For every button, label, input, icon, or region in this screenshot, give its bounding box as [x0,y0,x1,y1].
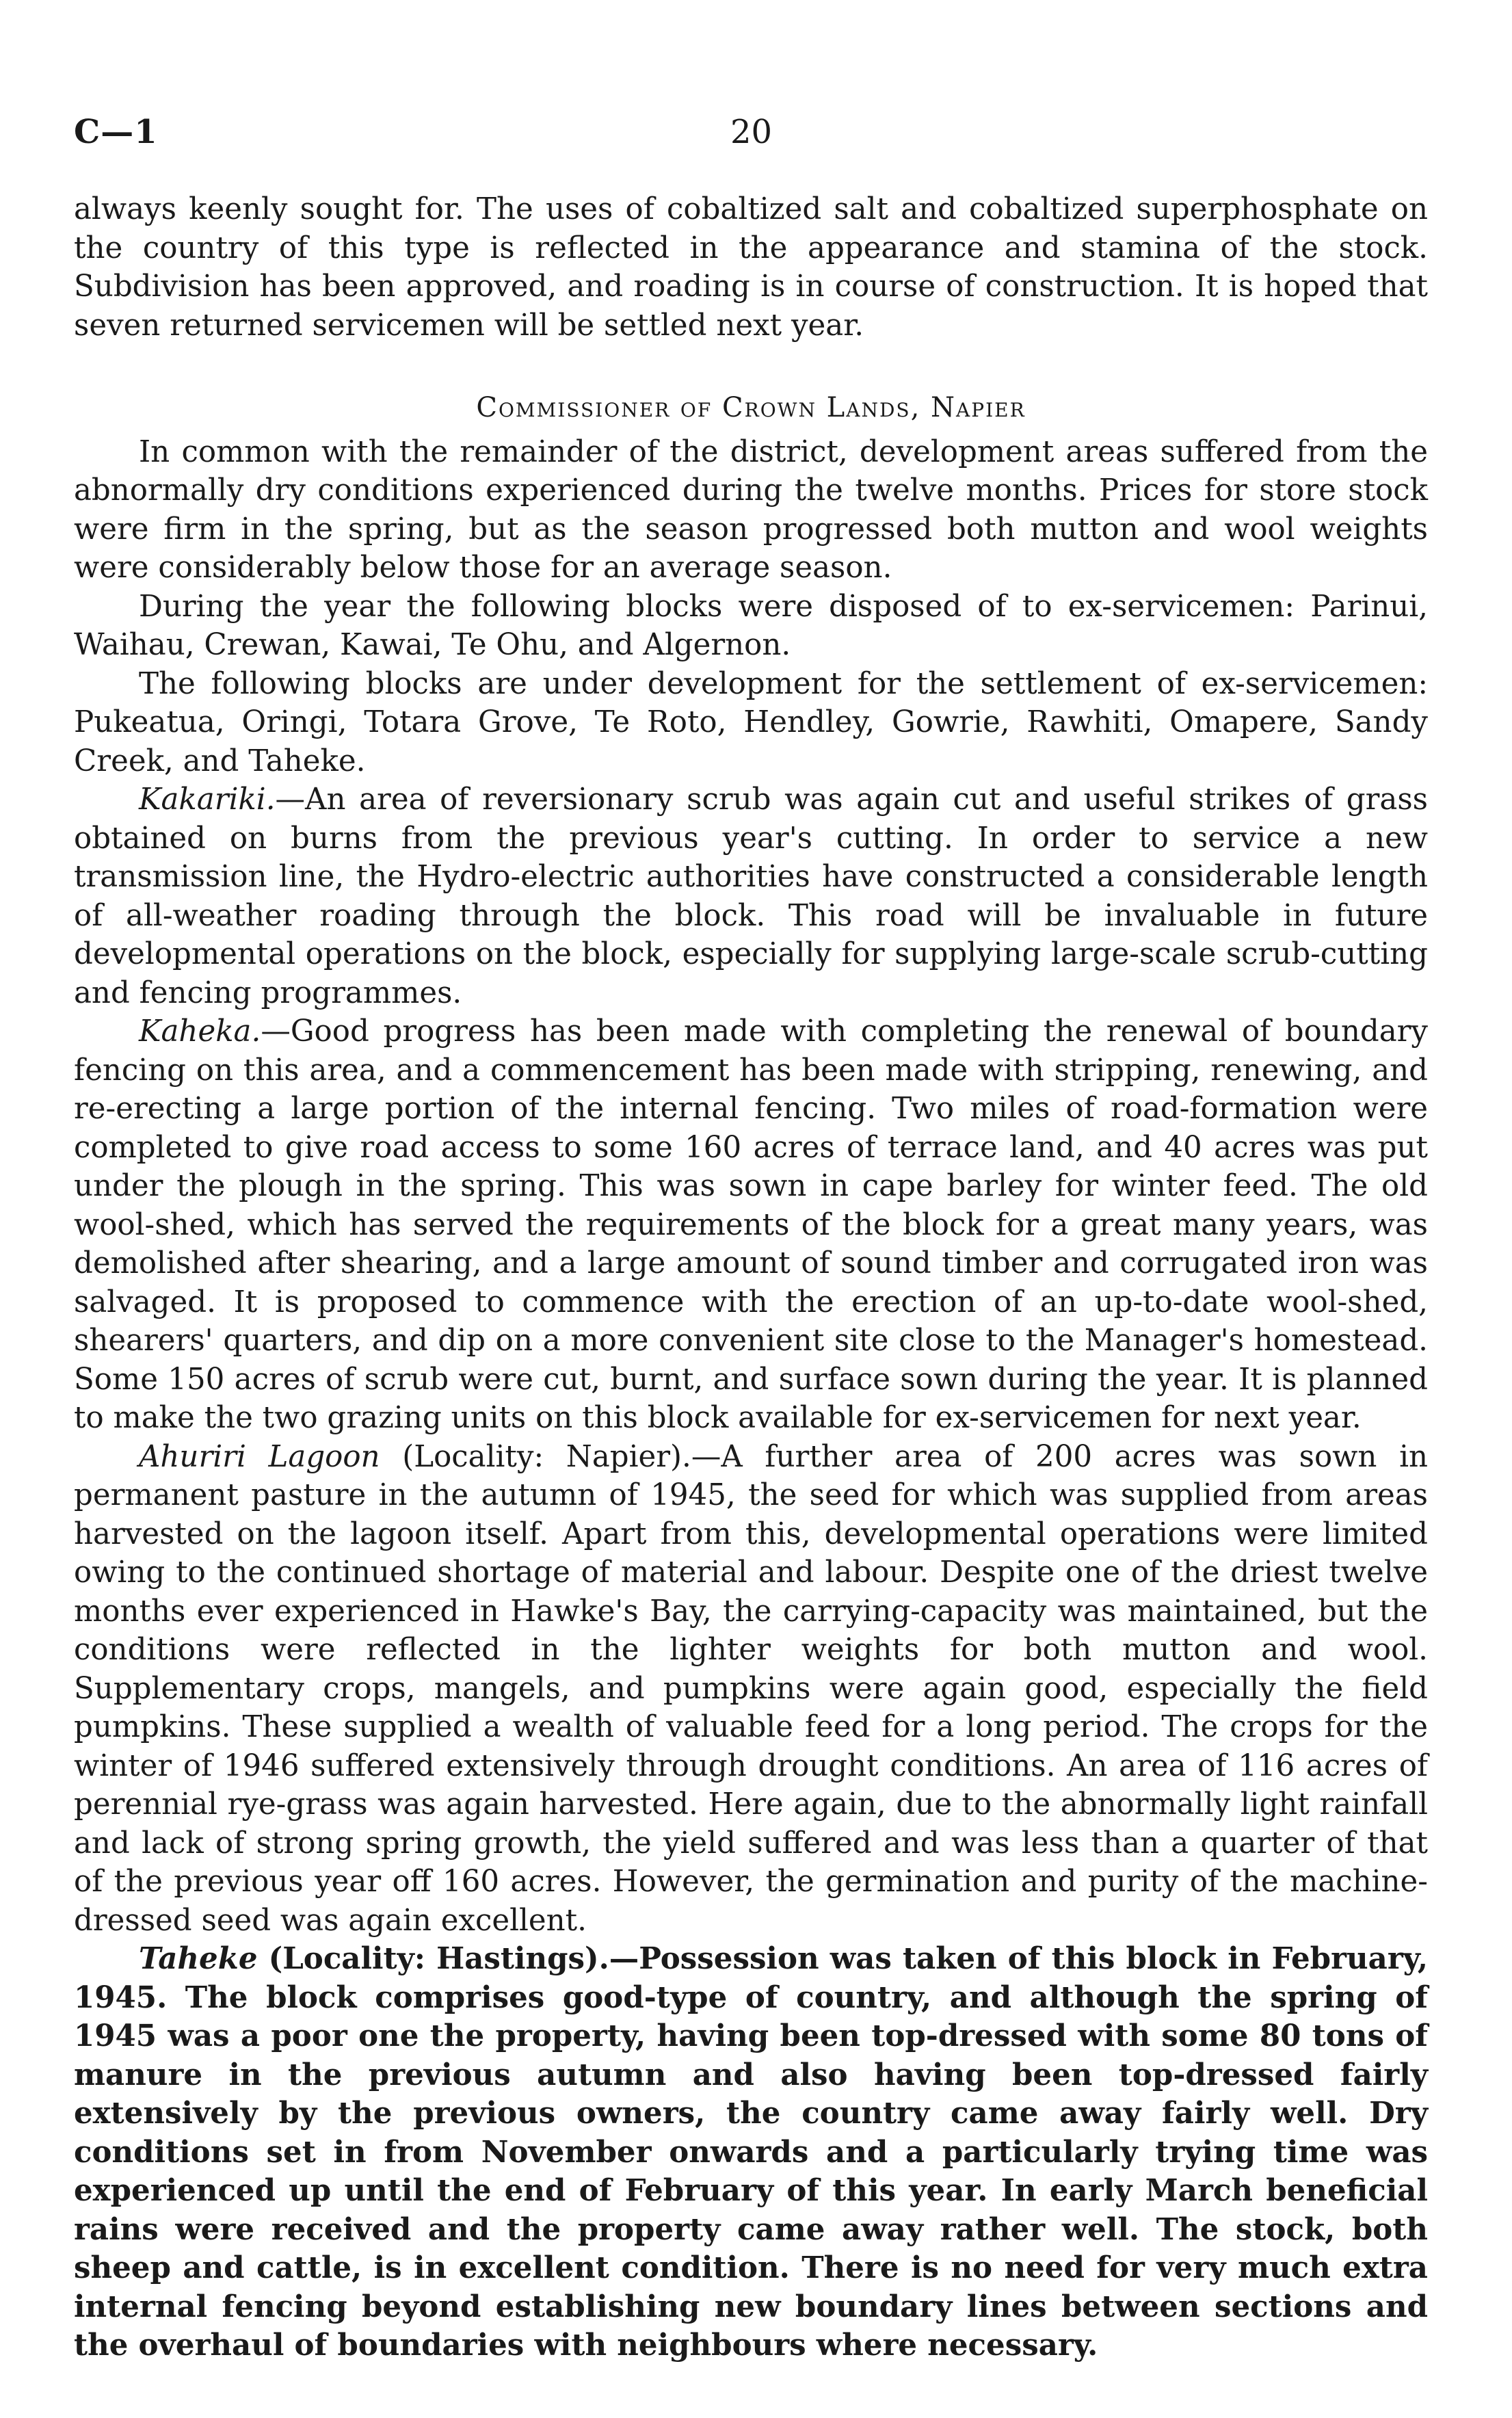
paragraph-kakariki [74,780,1428,1012]
paragraph-taheke-text: (Locality: Hastings).—Possession was taken of this block in February, 1945. The block comprises good-type of country, and although the spring of 1945 was a poor one the property, having been top-dressed with some 80 tons of manure in the previous autumn and also having been top-dressed fairly extensively by the previous owners, the country came away fairly well. Dry conditions set in from November onwards and a particularly trying time was experienced up until the end of February of this year. In early March beneficial rains were received and the property came away rather well. The stock, both sheep and cattle, is in excellent condition. There is no need for very much extra internal fencing beyond establishing new boundary lines between sections and the overhaul of boundaries with neighbours where necessary. [74,1941,1428,2363]
paragraph-ahuriri-lagoon [74,1438,1428,1941]
page-number: 20 [730,113,773,151]
block-name-kaheka: Kaheka. [139,1014,261,1049]
paragraph-blocks-development: The following blocks are under development for the settlement of ex-servicemen: Pukeatua, Oringi, Totara Grove, Te Roto, Hendley, Gowrie, Rawhiti, Omapere, Sandy Creek, and Taheke. [74,666,1428,778]
body-text [74,190,1428,2365]
block-name-taheke: Taheke [139,1941,258,1976]
page-header [74,113,1428,161]
block-name-kakariki: Kakariki. [139,783,276,817]
paragraph-kaheka [74,1012,1428,1438]
paragraph-blocks-disposed: During the year the following blocks were disposed of to ex-servicemen: Parinui, Waihau, Crewan, Kawai, Te Ohu, and Algernon. [74,589,1428,662]
paragraph-taheke [74,1940,1428,2365]
paragraph-kaheka-text: —Good progress has been made with completing the renewal of boundary fencing on this area, and a commencement has been made with stripping, renewing, and re-erecting a large portion of the internal fencing. Two miles of road-formation were completed to give road access to some 160 acres of terrace land, and 40 acres was put under the plough in the spring. This was sown in cape barley for winter feed. The old wool-shed, which has served the requirements of the block for a great many years, was demolished after shearing, and a large amount of sound timber and corrugated iron was salvaged. It is proposed to commence with the erection of an up-to-date wool-shed, shearers' quarters, and dip on a more convenient site close to the Manager's homestead. Some 150 acres of scrub were cut, burnt, and surface sown during the year. It is planned to make the two grazing units on this block available for ex-servicemen for next year. [74,1014,1428,1435]
paragraph-ahuriri-lagoon-text: (Locality: Napier).—A further area of 200 acres was sown in permanent pasture in the autumn of 1945, the seed for which was supplied from areas harvested on the lagoon itself. Apart from this, developmental operations were limited owing to the continued shortage of material and labour. Despite one of the driest twelve months ever experienced in Hawke's Bay, the carrying-capacity was maintained, but the conditions were reflected in the lighter weights for both mutton and wool. Supplementary crops, mangels, and pumpkins were again good, especially the field pumpkins. These supplied a wealth of valuable feed for a long period. The crops for the winter of 1946 suffered extensively through drought conditions. An area of 116 acres of perennial rye-grass was again harvested. Here again, due to the abnormally light rainfall and lack of strong spring growth, the yield suffered and was less than a quarter of that of the previous year off 160 acres. However, the germination and purity of the machine-dressed seed was again excellent. [74,1439,1428,1938]
paragraph-continuation: always keenly sought for. The uses of cobaltized salt and cobaltized superphosphate on the country of this type is reflected in the appearance and stamina of the stock. Subdivision has been approved, and roading is in course of construction. It is hoped that seven returned servicemen will be settled next year. [74,192,1428,343]
paragraph-kakariki-text: —An area of reversionary scrub was again cut and useful strikes of grass obtained on burns from the previous year's cutting. In order to service a new transmission line, the Hydro-electric authorities have constructed a considerable length of all-weather roading through the block. This road will be invaluable in future developmental operations on the block, especially for supplying large-scale scrub-cutting and fencing programmes. [74,783,1428,1010]
block-name-ahuriri-lagoon: Ahuriri Lagoon [139,1439,380,1474]
document-reference: C—1 [74,113,158,151]
section-heading: Commissioner of Crown Lands, Napier [476,392,1026,423]
paragraph-district-conditions: In common with the remainder of the district, development areas suffered from the abnormally dry conditions experienced during the twelve months. Prices for store stock were firm in the spring, but as the season progressed both mutton and wool weights were considerably below those for an average season. [74,434,1428,585]
